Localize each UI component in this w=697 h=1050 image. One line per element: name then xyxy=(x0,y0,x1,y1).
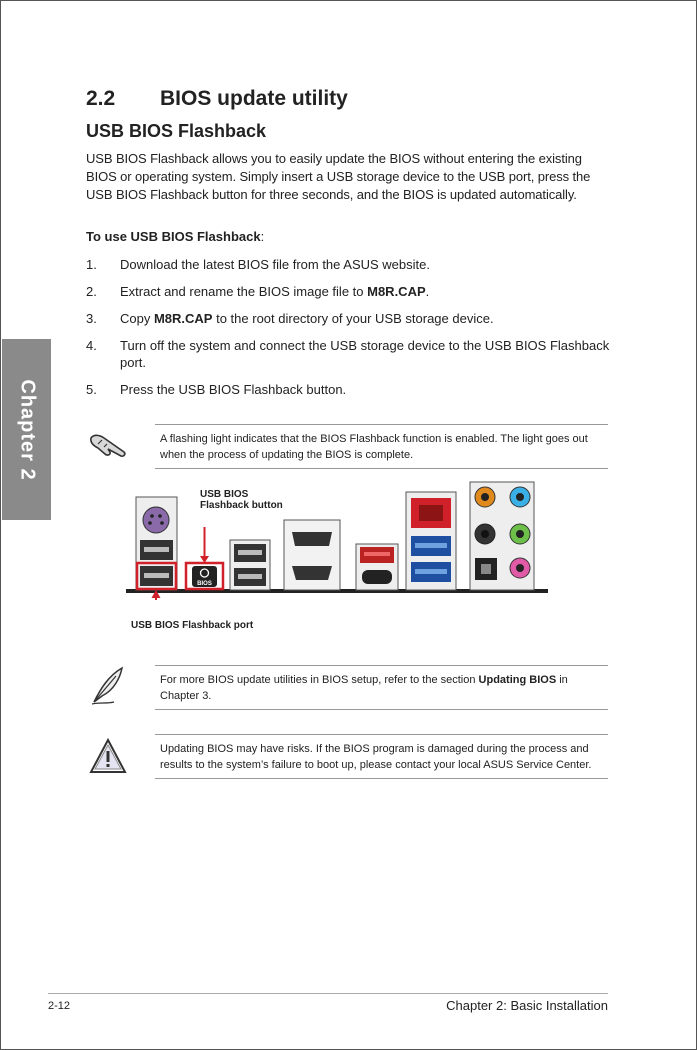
rear-io-illustration xyxy=(126,480,551,600)
step-text xyxy=(120,310,610,327)
note-warning-risks xyxy=(155,734,608,779)
page-number: 2-12 xyxy=(48,1000,71,1012)
bios-button-text: BIOS xyxy=(197,581,212,587)
section-heading xyxy=(86,87,348,111)
footer-divider xyxy=(48,993,608,994)
flashback-button-label-line1: USB BIOS xyxy=(200,489,249,500)
note-text xyxy=(160,672,600,704)
note-flashing-light xyxy=(155,424,608,469)
step-text-pre: Press the USB BIOS Flashback button. xyxy=(120,382,347,397)
step-text-bold: M8R.CAP xyxy=(153,311,213,326)
flashback-button-label xyxy=(200,489,283,511)
to-use-colon: : xyxy=(260,229,265,244)
intro-paragraph: USB BIOS Flashback allows you to easily update the BIOS without entering the existing BIOS or operating system. Simply insert a USB storage device to the USB port, press the USB BIOS Flashback button for three seconds, and the BIOS is updated automatically. xyxy=(86,151,591,202)
step-text xyxy=(120,256,610,273)
step-number: 2. xyxy=(86,284,97,299)
flashback-button-label-line2: Flashback button xyxy=(200,500,283,511)
note-text: A flashing light indicates that the BIOS Flashback function is enabled. The light goes out when the process of updating the BIOS is complete. xyxy=(160,433,588,461)
section-title: BIOS update utility xyxy=(160,87,348,110)
step-text-pre: Copy xyxy=(120,311,154,326)
flashback-port-label: USB BIOS Flashback port xyxy=(131,620,254,631)
feather-pen-icon xyxy=(88,664,128,711)
pointing-hand-icon xyxy=(88,428,128,465)
chapter-tab-label: Chapter 2 xyxy=(16,378,38,481)
step-text-bold: M8R.CAP xyxy=(367,284,426,299)
to-use-heading xyxy=(86,229,264,244)
step-text xyxy=(120,283,610,300)
step-number: 5. xyxy=(86,382,97,397)
step-number: 3. xyxy=(86,311,97,326)
step-text-pre: Turn off the system and connect the USB storage device to the USB BIOS Flashback port. xyxy=(120,338,610,370)
step-text xyxy=(120,381,610,398)
note-text-pre: For more BIOS update utilities in BIOS setup, refer to the section xyxy=(160,674,479,686)
footer-chapter-title: Chapter 2: Basic Installation xyxy=(446,998,608,1013)
step-text-pre: Download the latest BIOS file from the ASUS website. xyxy=(120,257,430,272)
chapter-side-tab xyxy=(2,339,51,520)
warning-triangle-icon xyxy=(88,737,128,780)
note-more-utilities xyxy=(155,665,608,710)
step-text-pre: Extract and rename the BIOS image file to xyxy=(120,284,368,299)
step-text-post: . xyxy=(425,284,430,299)
note-text-bold: Updating BIOS xyxy=(478,674,557,686)
subsection-title: USB BIOS Flashback xyxy=(86,121,267,141)
step-text-post: to the root directory of your USB storage device. xyxy=(212,311,494,326)
section-number: 2.2 xyxy=(86,87,116,110)
step-number: 4. xyxy=(86,338,97,353)
step-number: 1. xyxy=(86,257,97,272)
to-use-label: To use USB BIOS Flashback xyxy=(86,229,261,244)
note-text: Updating BIOS may have risks. If the BIOS program is damaged during the process and results to the system’s failure to boot up, please contact your local ASUS Service Center. xyxy=(160,743,592,771)
rear-panel-diagram xyxy=(126,480,551,605)
step-text xyxy=(120,337,610,371)
note-text-post: in Chapter 3. xyxy=(160,674,568,702)
